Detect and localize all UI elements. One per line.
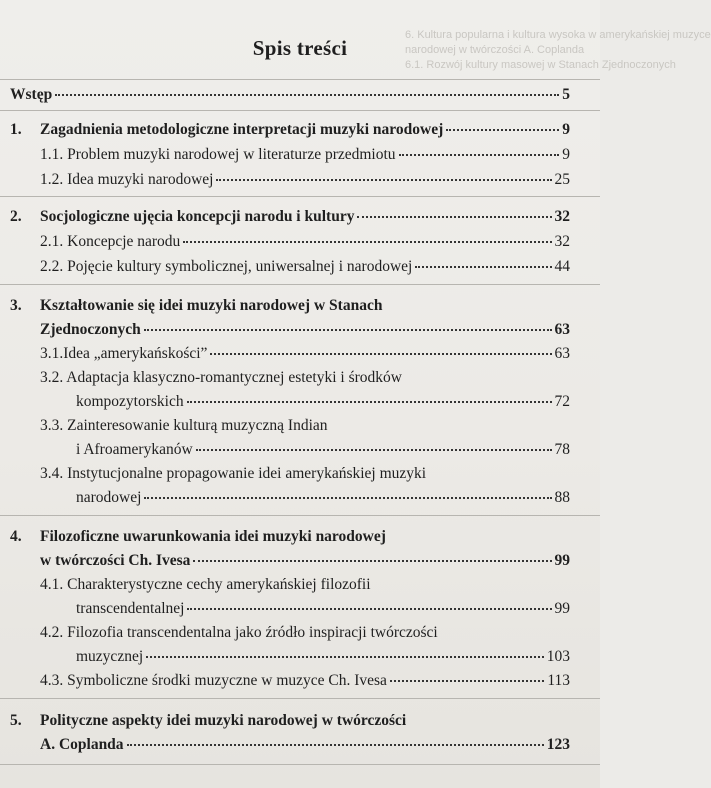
chapter-number: 4. xyxy=(10,528,22,545)
toc-entry-4-1-line1: 4.1. Charakterystyczne cechy amerykańskiej filozofii xyxy=(40,576,371,593)
separator xyxy=(0,79,600,80)
toc-entry-chapter-1: Zagadnienia metodologiczne interpretacji muzyki narodowej 9 xyxy=(40,121,570,138)
toc-entry-chapter-3: Zjednoczonych 63 xyxy=(40,321,570,338)
separator xyxy=(0,196,600,197)
toc-entry-chapter-3-line1: Kształtowanie się idei muzyki narodowej w Stanach xyxy=(40,297,383,314)
toc-entry-2-1: 2.1. Koncepcje narodu 32 xyxy=(40,233,570,250)
toc-entry-3-1: 3.1.Idea „amerykańskości” 63 xyxy=(40,345,570,362)
toc-entry-3-2-line1: 3.2. Adaptacja klasyczno-romantycznej estetyki i środków xyxy=(40,369,402,386)
toc-entry-3-3-line1: 3.3. Zainteresowanie kulturą muzyczną Indian xyxy=(40,417,328,434)
toc-entry-4-2: muzycznej 103 xyxy=(76,648,570,665)
separator xyxy=(0,698,600,699)
separator xyxy=(0,284,600,285)
toc-entry-3-4-line1: 3.4. Instytucjonalne propagowanie idei amerykańskiej muzyki xyxy=(40,465,427,482)
show-through-text: 6. Kultura popularna i kultura wysoka w amerykańskiej muzyce narodowej w twórczości A. Coplanda 6.1. Rozwój kultury masowej w Stanach Zjednoczonych xyxy=(405,29,711,71)
toc-entry-chapter-4-line1: Filozoficzne uwarunkowania idei muzyki narodowej xyxy=(40,528,386,545)
toc-entry-chapter-5: A. Coplanda 123 xyxy=(40,736,570,753)
chapter-number: 1. xyxy=(10,121,22,138)
toc-entry-chapter-2: Socjologiczne ujęcia koncepcji narodu i kultury 32 xyxy=(40,208,570,225)
toc-entry-1-2: 1.2. Idea muzyki narodowej 25 xyxy=(40,171,570,188)
page-title: Spis treści xyxy=(252,36,348,60)
toc-entry-4-2-line1: 4.2. Filozofia transcendentalna jako źródło inspiracji twórczości xyxy=(40,624,438,641)
toc-entry-3-3: i Afroamerykanów 78 xyxy=(76,441,570,458)
separator xyxy=(0,110,600,111)
separator xyxy=(0,764,600,765)
toc-entry-chapter-4: w twórczości Ch. Ivesa 99 xyxy=(40,552,570,569)
chapter-number: 2. xyxy=(10,208,22,225)
chapter-number: 5. xyxy=(10,712,22,729)
toc-entry-3-4: narodowej 88 xyxy=(76,489,570,506)
toc-entry-3-2: kompozytorskich 72 xyxy=(76,393,570,410)
toc-entry-4-3: 4.3. Symboliczne środki muzyczne w muzyce Ch. Ivesa 113 xyxy=(40,672,570,689)
toc-entry-1-1: 1.1. Problem muzyki narodowej w literaturze przedmiotu 9 xyxy=(40,146,570,163)
toc-entry-intro: Wstęp 5 xyxy=(10,86,570,103)
separator xyxy=(0,515,600,516)
toc-entry-2-2: 2.2. Pojęcie kultury symbolicznej, uniwersalnej i narodowej 44 xyxy=(40,258,570,275)
chapter-number: 3. xyxy=(10,297,22,314)
toc-entry-chapter-5-line1: Polityczne aspekty idei muzyki narodowej w twórczości xyxy=(40,712,407,729)
toc-entry-4-1: transcendentalnej 99 xyxy=(76,600,570,617)
